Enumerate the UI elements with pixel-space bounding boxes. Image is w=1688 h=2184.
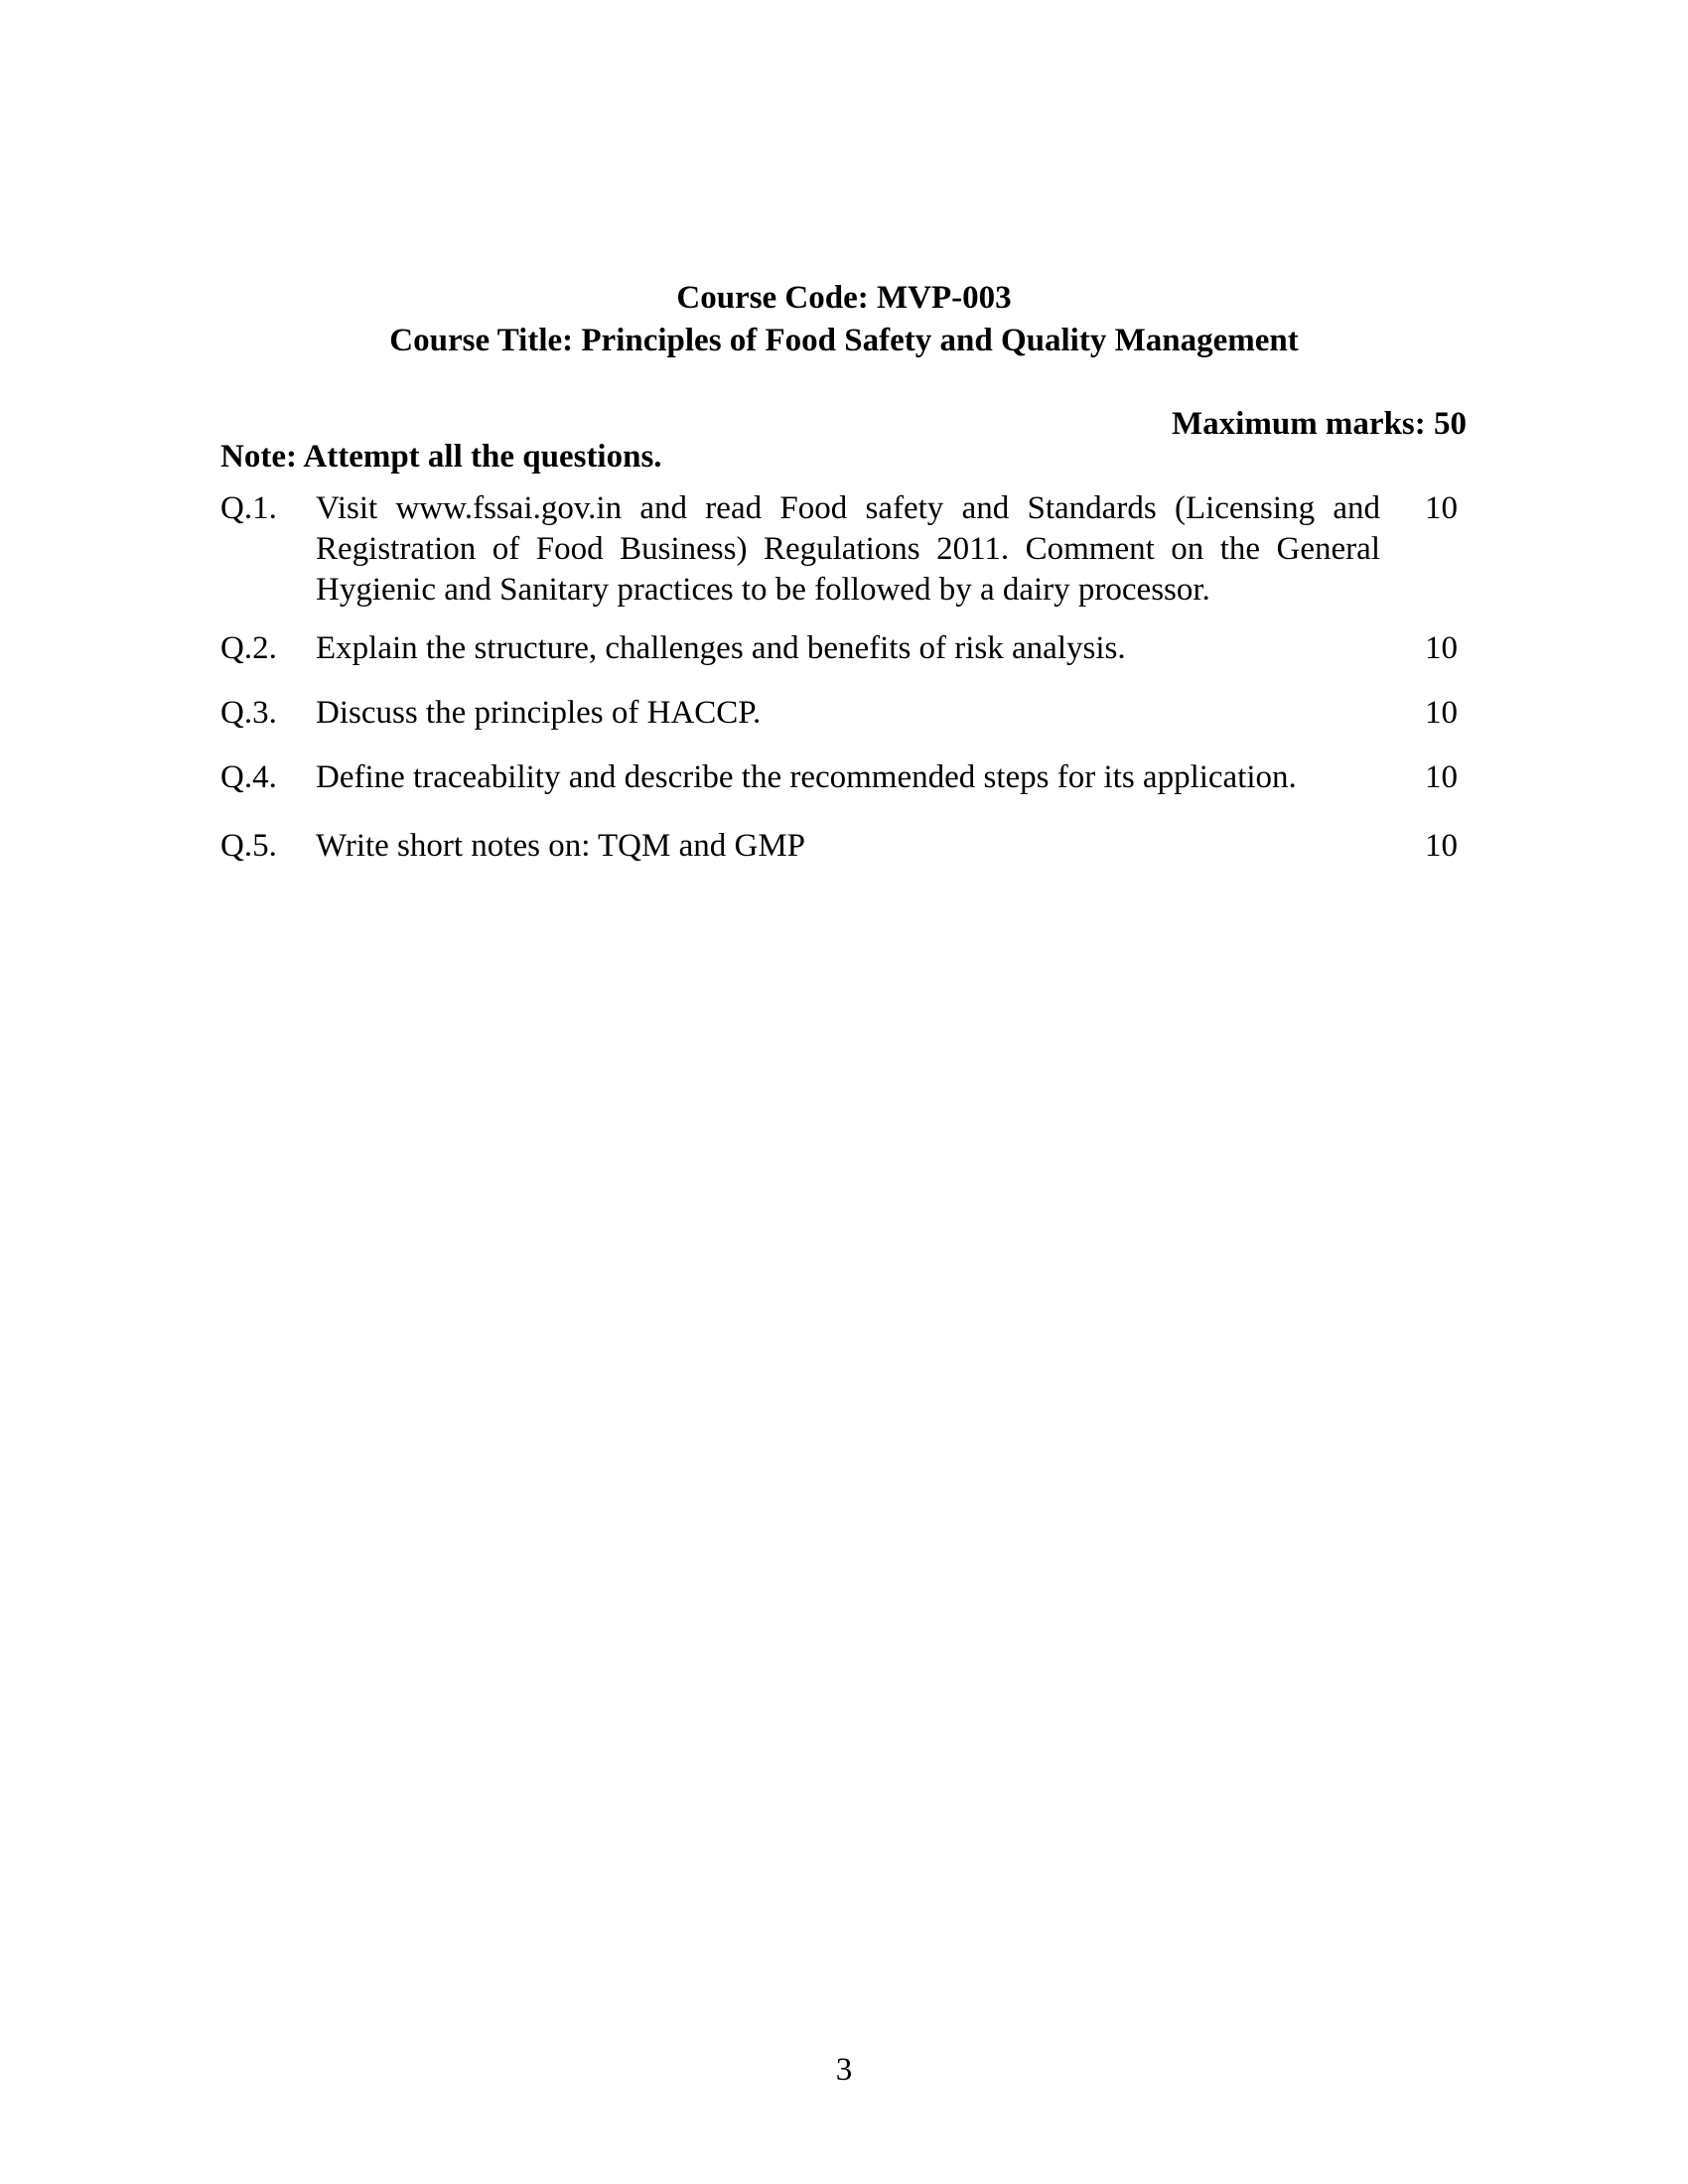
course-title-line: Course Title: Principles of Food Safety and Quality Management bbox=[389, 323, 1299, 358]
question-row-5 bbox=[220, 826, 1467, 867]
question-number: Q.1. bbox=[220, 490, 277, 526]
title-block bbox=[0, 277, 1688, 362]
question-marks: 10 bbox=[1425, 695, 1458, 731]
question-marks: 10 bbox=[1425, 630, 1458, 666]
question-text: Define traceability and describe the recommended steps for its application. bbox=[316, 759, 1297, 795]
question-marks: 10 bbox=[1425, 759, 1458, 795]
maximum-marks-line: Maximum marks: 50 bbox=[1172, 406, 1467, 442]
question-text: Explain the structure, challenges and benefits of risk analysis. bbox=[316, 630, 1126, 666]
question-row-2 bbox=[220, 628, 1467, 669]
question-row-4 bbox=[220, 757, 1467, 798]
question-marks: 10 bbox=[1425, 490, 1458, 526]
page-number: 3 bbox=[835, 2052, 853, 2088]
question-text: Visit www.fssai.gov.in and read Food safety and Standards (Licensing and Registration of Food Business) Regulations 2011. Comment on the General Hygienic and Sanitary practices to be followed by a dairy processor. bbox=[316, 490, 1380, 608]
question-number: Q.3. bbox=[220, 695, 277, 731]
note-line: Note: Attempt all the questions. bbox=[220, 439, 662, 475]
question-text: Write short notes on: TQM and GMP bbox=[316, 828, 806, 864]
course-code-line: Course Code: MVP-003 bbox=[676, 280, 1012, 316]
question-number: Q.4. bbox=[220, 759, 277, 795]
question-row-3 bbox=[220, 693, 1467, 734]
question-text: Discuss the principles of HACCP. bbox=[316, 695, 762, 731]
question-row-1 bbox=[220, 488, 1467, 611]
question-number: Q.2. bbox=[220, 630, 277, 666]
question-number: Q.5. bbox=[220, 828, 277, 864]
question-marks: 10 bbox=[1425, 828, 1458, 864]
